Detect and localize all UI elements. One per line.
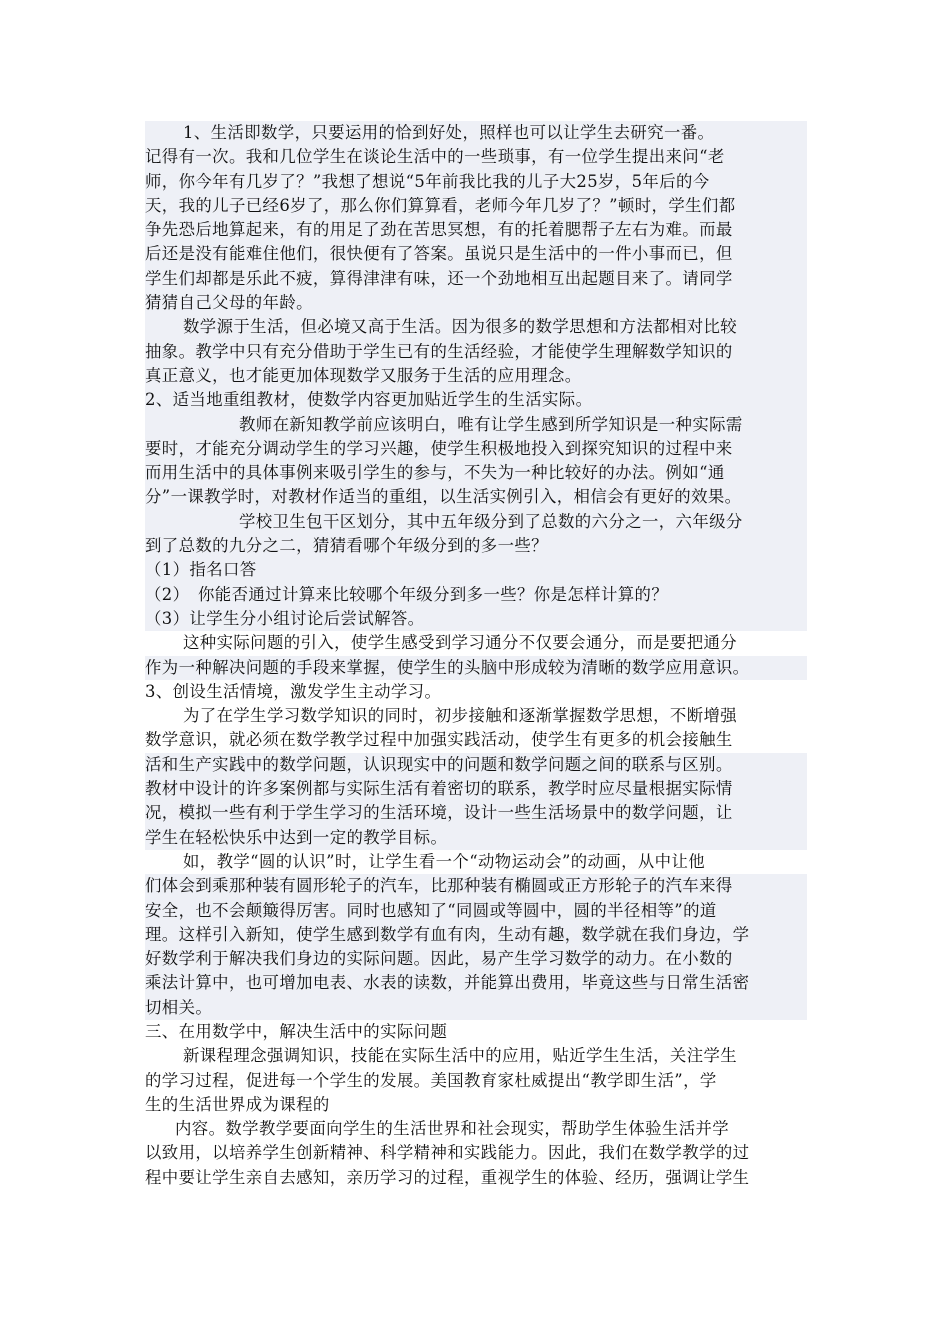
paragraph-line: 1、生活即数学，只要运用的恰到好处，照样也可以让学生去研究一番。 (145, 121, 807, 145)
paragraph-line: 以致用，以培养学生创新精神、科学精神和实践能力。因此，我们在数学教学的过 (145, 1143, 750, 1163)
paragraph-line: 生的生活世界成为课程的 (145, 1094, 330, 1114)
paragraph-line: 数学意识，就必须在数学教学过程中加强实践活动，使学生有更多的机会接触生 (145, 730, 733, 750)
paragraph-line: 学生们却都是乐此不疲，算得津津有味，还一个劲地相互出起题目来了。请同学 (145, 267, 807, 291)
document-body (145, 121, 807, 1190)
paragraph-line: 数学源于生活，但必境又高于生活。因为很多的数学思想和方法都相对比较 (145, 315, 807, 339)
paragraph-line: 学校卫生包干区划分，其中五年级分到了总数的六分之一，六年级分 (145, 510, 807, 534)
paragraph-line: 猜猜自己父母的年龄。 (145, 291, 807, 315)
paragraph-line: 后还是没有能难住他们，很快便有了答案。虽说只是生活中的一件小事而已，但 (145, 242, 807, 266)
paragraph-line: 好数学利于解决我们身边的实际问题。因此，易产生学习数学的动力。在小数的 (145, 947, 807, 971)
paragraph-line: 程中要让学生亲自去感知，亲历学习的过程，重视学生的体验、经历，强调让学生 (145, 1167, 750, 1187)
paragraph-line: 师，你今年有几岁了？”我想了想说“5年前我比我的儿子大25岁，5年后的今 (145, 170, 807, 194)
paragraph-line: 况，模拟一些有利于学生学习的生活环境，设计一些生活场景中的数学问题，让 (145, 801, 807, 825)
paragraph-line: 抽象。教学中只有充分借助于学生已有的生活经验，才能使学生理解数学知识的 (145, 340, 807, 364)
section-heading: 3、创设生活情境，激发学生主动学习。 (145, 681, 442, 701)
paragraph-line: 真正意义，也才能更加体现数学又服务于生活的应用理念。 (145, 364, 807, 388)
paragraph-line: 天，我的儿子已经6岁了，那么你们算算看，老师今年几岁了？”顿时，学生们都 (145, 194, 807, 218)
paragraph-line: 们体会到乘那种装有圆形轮子的汽车，比那种装有椭圆或正方形轮子的汽车来得 (145, 874, 807, 898)
paragraph-line: 内容。数学教学要面向学生的生活世界和社会现实，帮助学生体验生活并学 (175, 1119, 730, 1139)
paragraph-line: 这种实际问题的引入，使学生感受到学习通分不仅要会通分，而是要把通分 (183, 633, 738, 653)
paragraph-line: 争先恐后地算起来，有的用足了劲在苦思冥想，有的托着腮帮子左右为难。而最 (145, 218, 807, 242)
paragraph-line: 切相关。 (145, 996, 807, 1020)
paragraph-line: 教师在新知教学前应该明白，唯有让学生感到所学知识是一种实际需 (145, 413, 807, 437)
paragraph-line: 而用生活中的具体事例来吸引学生的参与，不失为一种比较好的办法。例如“通 (145, 461, 807, 485)
paragraph-line: 活和生产实践中的数学问题，认识现实中的问题和数学问题之间的联系与区别。 (145, 753, 807, 777)
paragraph-line: 为了在学生学习数学知识的同时，初步接触和逐渐掌握数学思想，不断增强 (183, 706, 738, 726)
paragraph-line: 记得有一次。我和几位学生在谈论生活中的一些琐事，有一位学生提出来问“老 (145, 145, 807, 169)
paragraph-line: 乘法计算中，也可增加电表、水表的读数，并能算出费用，毕竟这些与日常生活密 (145, 971, 807, 995)
paragraph-line: 教材中设计的许多案例都与实际生活有着密切的联系，教学时应尽量根据实际情 (145, 777, 807, 801)
paragraph-line: 作为一种解决问题的手段来掌握，使学生的头脑中形成较为清晰的数学应用意识。 (145, 656, 807, 680)
list-item: （1）指名口答 (145, 558, 807, 582)
paragraph-line: 理。这样引入新知，使学生感到数学有血有肉，生动有趣，数学就在我们身边，学 (145, 923, 807, 947)
paragraph-line: 分”一课教学时，对教材作适当的重组，以生活实例引入，相信会有更好的效果。 (145, 485, 807, 509)
section-heading: 2、适当地重组教材，使数学内容更加贴近学生的生活实际。 (145, 388, 807, 412)
list-item: （3）让学生分小组讨论后尝试解答。 (145, 607, 807, 631)
paragraph-line: 安全，也不会颠簸得厉害。同时也感知了“同圆或等圆中，圆的半径相等”的道 (145, 899, 807, 923)
list-item: （2） 你能否通过计算来比较哪个年级分到多一些？你是怎样计算的？ (145, 583, 807, 607)
section-heading: 三、在用数学中，解决生活中的实际问题 (145, 1021, 448, 1041)
paragraph-line: 学生在轻松快乐中达到一定的教学目标。 (145, 826, 807, 850)
paragraph-line: 要时，才能充分调动学生的学习兴趣，使学生积极地投入到探究知识的过程中来 (145, 437, 807, 461)
paragraph-line: 到了总数的九分之二，猜猜看哪个年级分到的多一些？ (145, 534, 807, 558)
paragraph-line: 新课程理念强调知识，技能在实际生活中的应用，贴近学生生活，关注学生 (183, 1046, 738, 1066)
paragraph-line: 的学习过程，促进每一个学生的发展。美国教育家杜威提出“教学即生活”，学 (145, 1070, 717, 1090)
paragraph-line: 如，教学“圆的认识”时，让学生看一个“动物运动会”的动画，从中让他 (183, 851, 706, 871)
